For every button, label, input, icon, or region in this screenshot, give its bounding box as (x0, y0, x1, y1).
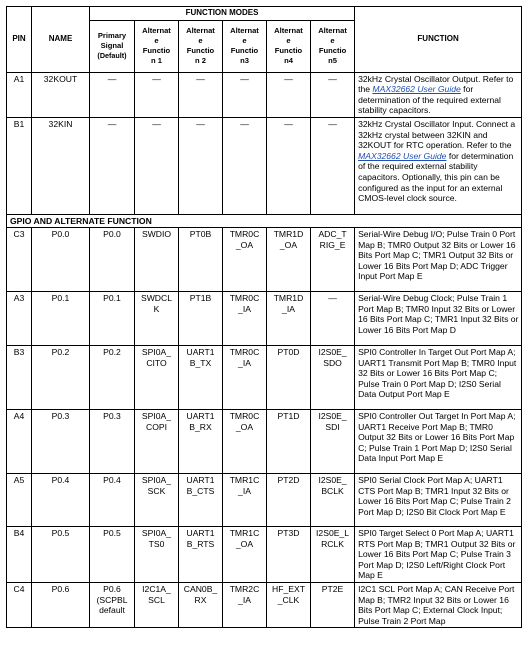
header-alt5-line: Functio (318, 46, 347, 56)
alt-function-1-cell: I2C1A_ SCL (135, 582, 179, 627)
header-primary-line: Primary (97, 31, 127, 41)
alt-function-1-cell: SPI0A_ TS0 (135, 526, 179, 582)
header-function: FUNCTION (355, 7, 522, 73)
alt-function-4-cell: HF_EXT _CLK (267, 582, 311, 627)
header-alt1-line: e (154, 36, 159, 46)
table-section-gpio (7, 214, 522, 227)
table-row (7, 409, 522, 473)
header-alt4-line: Functio (274, 46, 303, 56)
table-row (7, 291, 522, 345)
pin-cell: A1 (7, 72, 32, 117)
alt-function-4-cell: — (267, 117, 311, 214)
header-alt5-line: n5 (328, 56, 337, 66)
alt-function-1-cell: — (135, 72, 179, 117)
alt-function-5-cell: — (311, 72, 355, 117)
alt-function-5-cell: I2S0E_ BCLK (311, 473, 355, 526)
alt-function-3-cell: TMR0C _IA (223, 291, 267, 345)
alt-function-4-cell: TMR1D _OA (267, 227, 311, 291)
table-body-gpio (7, 227, 522, 627)
table-row (7, 526, 522, 582)
alt-function-1-cell: — (135, 117, 179, 214)
function-description-cell: 32kHz Crystal Oscillator Output. Refer to the MAX32662 User Guide for determination of the required external stability capacitors. (355, 72, 522, 117)
pin-cell: B3 (7, 345, 32, 409)
header-alt3-line: Functio (230, 46, 259, 56)
section-title-gpio: GPIO AND ALTERNATE FUNCTION (7, 214, 522, 227)
header-alt-function-1 (135, 20, 179, 72)
table-body-oscillator (7, 72, 522, 214)
user-guide-link[interactable]: MAX32662 User Guide (358, 150, 447, 161)
function-description-cell: Serial-Wire Debug I/O; Pulse Train 0 Port Map B; TMR0 Output 32 Bits or Lower 16 Bits Port Map C; TMR1 Output 32 Bits or Lower 16 Bits Port Map D; ADC Trigger Input Port Map E (355, 227, 522, 291)
header-primary-signal (90, 20, 135, 72)
alt-function-2-cell: UART1 B_CTS (179, 473, 223, 526)
alt-function-3-cell: TMR0C _OA (223, 409, 267, 473)
name-cell: P0.2 (32, 345, 90, 409)
function-description-cell: 32kHz Crystal Oscillator Input. Connect a 32kHz crystal between 32KIN and 32KOUT for RTC operation. Refer to the MAX32662 User Guide for determination of the required external stability capacitors. Optionally, this pin can be configured as the input for an external CMOS-level clock source. (355, 117, 522, 214)
table-row (7, 582, 522, 627)
header-primary-line: (Default) (97, 51, 127, 61)
function-description-cell: Serial-Wire Debug Clock; Pulse Train 1 Port Map B; TMR0 Input 32 Bits or Lower 16 Bits Port Map C; TMR1 Input 32 Bits or Lower 16 Bits Port Map D (355, 291, 522, 345)
name-cell: 32KIN (32, 117, 90, 214)
primary-signal-cell: P0.1 (90, 291, 135, 345)
table-row (7, 473, 522, 526)
alt-function-1-cell: SWDCL K (135, 291, 179, 345)
header-alt4-line: Alternat (274, 26, 303, 36)
alt-function-5-cell: — (311, 291, 355, 345)
header-alt4-line: e (286, 36, 291, 46)
pin-cell: B1 (7, 117, 32, 214)
alt-function-3-cell: — (223, 117, 267, 214)
name-cell: P0.1 (32, 291, 90, 345)
alt-function-3-cell: TMR1C _IA (223, 473, 267, 526)
alt-function-4-cell: TMR1D _IA (267, 291, 311, 345)
header-alt-function-5 (311, 20, 355, 72)
name-cell: 32KOUT (32, 72, 90, 117)
primary-signal-cell: — (90, 72, 135, 117)
alt-function-4-cell: PT3D (267, 526, 311, 582)
function-description-cell: SPI0 Controller In Target Out Port Map A; UART1 Transmit Port Map B; TMR0 Input 32 Bits or Lower 16 Bits Port Map C; Pulse Train 0 Port Map D; I2S0 Serial Data Output Port Map E (355, 345, 522, 409)
alt-function-4-cell: PT2D (267, 473, 311, 526)
name-cell: P0.3 (32, 409, 90, 473)
header-alt1-line: n 1 (151, 56, 162, 66)
table-row (7, 117, 522, 214)
alt-function-2-cell: UART1 B_RX (179, 409, 223, 473)
name-cell: P0.4 (32, 473, 90, 526)
table-row (7, 227, 522, 291)
primary-signal-cell: P0.6 (SCPBL default (90, 582, 135, 627)
primary-signal-cell: P0.4 (90, 473, 135, 526)
pin-cell: B4 (7, 526, 32, 582)
alt-function-1-cell: SPI0A_ CITO (135, 345, 179, 409)
name-cell: P0.0 (32, 227, 90, 291)
header-alt-function-2 (179, 20, 223, 72)
header-name: NAME (32, 7, 90, 73)
header-primary-line: Signal (100, 41, 124, 51)
table-row (7, 345, 522, 409)
pin-function-table-container (6, 6, 521, 628)
pin-cell: C4 (7, 582, 32, 627)
pin-cell: A4 (7, 409, 32, 473)
header-alt2-line: Alternat (186, 26, 215, 36)
alt-function-3-cell: TMR2C _IA (223, 582, 267, 627)
header-alt1-line: Alternat (142, 26, 171, 36)
alt-function-3-cell: TMR0C _OA (223, 227, 267, 291)
header-function-modes: FUNCTION MODES (90, 7, 355, 21)
alt-function-2-cell: PT0B (179, 227, 223, 291)
alt-function-1-cell: SWDIO (135, 227, 179, 291)
function-description-cell: SPI0 Target Select 0 Port Map A; UART1 RTS Port Map B; TMR1 Output 32 Bits or Lower 16 Bits Port Map C; Pulse Train 3 Port Map D; I2S0 Left/Right Clock Port Map E (355, 526, 522, 582)
alt-function-2-cell: UART1 B_RTS (179, 526, 223, 582)
primary-signal-cell: — (90, 117, 135, 214)
function-description-cell: I2C1 SCL Port Map A; CAN Receive Port Map B; TMR2 Input 32 Bits or Lower 16 Bits Port Map C; External Clock Input; Pulse Train 2 Port Map (355, 582, 522, 627)
alt-function-2-cell: PT1B (179, 291, 223, 345)
primary-signal-cell: P0.3 (90, 409, 135, 473)
header-alt4-line: n4 (284, 56, 293, 66)
header-alt3-line: Alternat (230, 26, 259, 36)
alt-function-3-cell: TMR1C _OA (223, 526, 267, 582)
alt-function-2-cell: CAN0B_ RX (179, 582, 223, 627)
header-alt-function-4 (267, 20, 311, 72)
alt-function-2-cell: UART1 B_TX (179, 345, 223, 409)
header-alt2-line: Functio (186, 46, 215, 56)
alt-function-5-cell: I2S0E_L RCLK (311, 526, 355, 582)
primary-signal-cell: P0.5 (90, 526, 135, 582)
header-alt3-line: e (242, 36, 247, 46)
table-header (7, 7, 522, 73)
alt-function-5-cell: PT2E (311, 582, 355, 627)
header-alt-function-3 (223, 20, 267, 72)
alt-function-3-cell: — (223, 72, 267, 117)
alt-function-1-cell: SPI0A_ SCK (135, 473, 179, 526)
name-cell: P0.6 (32, 582, 90, 627)
function-description-cell: SPI0 Serial Clock Port Map A; UART1 CTS Port Map B; TMR1 Input 32 Bits or Lower 16 Bits Port Map C; Pulse Train 2 Port Map D; I2S0 Bit Clock Port Map E (355, 473, 522, 526)
header-alt5-line: e (330, 36, 335, 46)
alt-function-5-cell: ADC_T RIG_E (311, 227, 355, 291)
alt-function-4-cell: PT1D (267, 409, 311, 473)
alt-function-5-cell: I2S0E_ SDO (311, 345, 355, 409)
table-row (7, 72, 522, 117)
header-alt5-line: Alternat (318, 26, 347, 36)
alt-function-5-cell: I2S0E_ SDI (311, 409, 355, 473)
pin-cell: A5 (7, 473, 32, 526)
pin-cell: A3 (7, 291, 32, 345)
alt-function-5-cell: — (311, 117, 355, 214)
alt-function-4-cell: — (267, 72, 311, 117)
pin-function-table (6, 6, 522, 628)
alt-function-2-cell: — (179, 72, 223, 117)
function-description-cell: SPI0 Controller Out Target In Port Map A; UART1 Receive Port Map B; TMR0 Output 32 Bits or Lower 16 Bits Port Map C; Pulse Train 1 Port Map D; I2S0 Serial Data Input Port Map E (355, 409, 522, 473)
alt-function-4-cell: PT0D (267, 345, 311, 409)
user-guide-link[interactable]: MAX32662 User Guide (372, 84, 461, 95)
name-cell: P0.5 (32, 526, 90, 582)
pin-cell: C3 (7, 227, 32, 291)
header-alt3-line: n3 (240, 56, 249, 66)
primary-signal-cell: P0.0 (90, 227, 135, 291)
header-pin: PIN (7, 7, 32, 73)
header-alt2-line: n 2 (195, 56, 206, 66)
alt-function-3-cell: TMR0C _IA (223, 345, 267, 409)
primary-signal-cell: P0.2 (90, 345, 135, 409)
header-alt1-line: Functio (142, 46, 171, 56)
alt-function-2-cell: — (179, 117, 223, 214)
header-alt2-line: e (198, 36, 203, 46)
alt-function-1-cell: SPI0A_ COPI (135, 409, 179, 473)
